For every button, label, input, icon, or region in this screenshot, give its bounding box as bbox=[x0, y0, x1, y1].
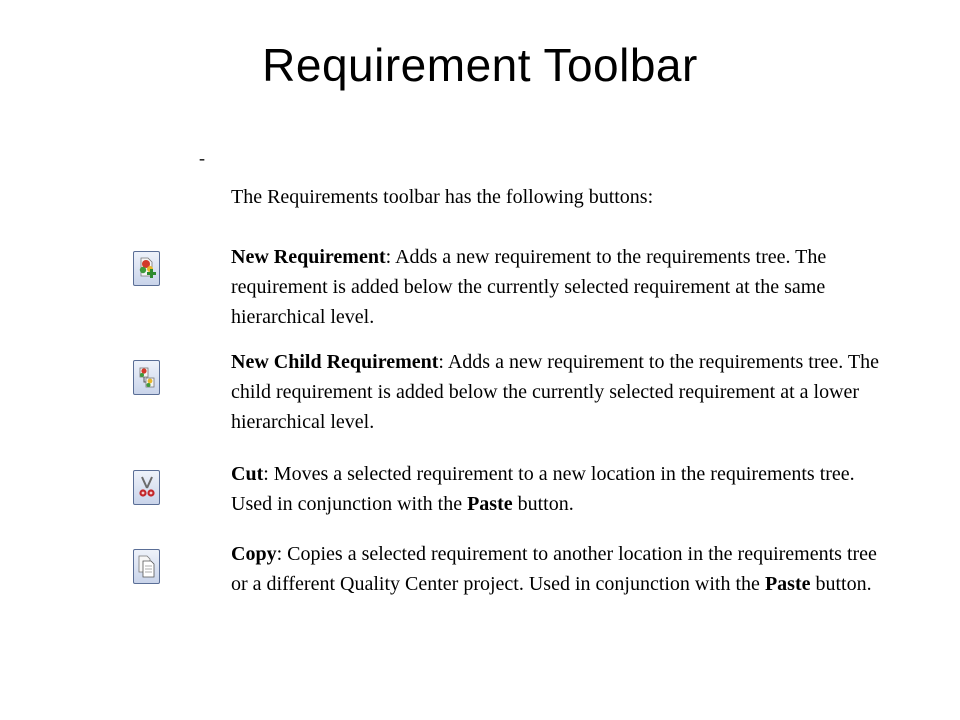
new-requirement-icon bbox=[133, 251, 160, 286]
item-cut: Cut: Moves a selected requirement to a new location in the requirements tree. Used in conjunction with the Paste button. bbox=[231, 463, 855, 515]
item-name: New Requirement bbox=[231, 246, 386, 268]
item-new-child-requirement: New Child Requirement: Adds a new requirement to the requirements tree. The child requirement is added below the currently selected requirement at a lower hierarchical level. bbox=[231, 351, 880, 433]
cut-icon bbox=[133, 470, 160, 505]
item-name: Cut bbox=[231, 463, 264, 485]
bullet-dash: - bbox=[199, 148, 205, 168]
intro-text: The Requirements toolbar has the following buttons: bbox=[231, 186, 654, 208]
item-copy: Copy: Copies a selected requirement to another location in the requirements tree or a different Quality Center project. Used in conjunction with the Paste button. bbox=[231, 543, 877, 595]
copy-icon bbox=[133, 549, 160, 584]
paste-keyword: Paste bbox=[467, 493, 513, 515]
item-new-requirement: New Requirement: Adds a new requirement to the requirements tree. The requirement is added below the currently selected requirement at the same hierarchical level. bbox=[231, 246, 827, 328]
new-child-requirement-icon bbox=[133, 360, 160, 395]
item-name: Copy bbox=[231, 543, 277, 565]
paste-keyword: Paste bbox=[764, 573, 811, 595]
item-name: New Child Requirement bbox=[231, 351, 439, 373]
slide-title: Requirement Toolbar bbox=[262, 39, 698, 91]
